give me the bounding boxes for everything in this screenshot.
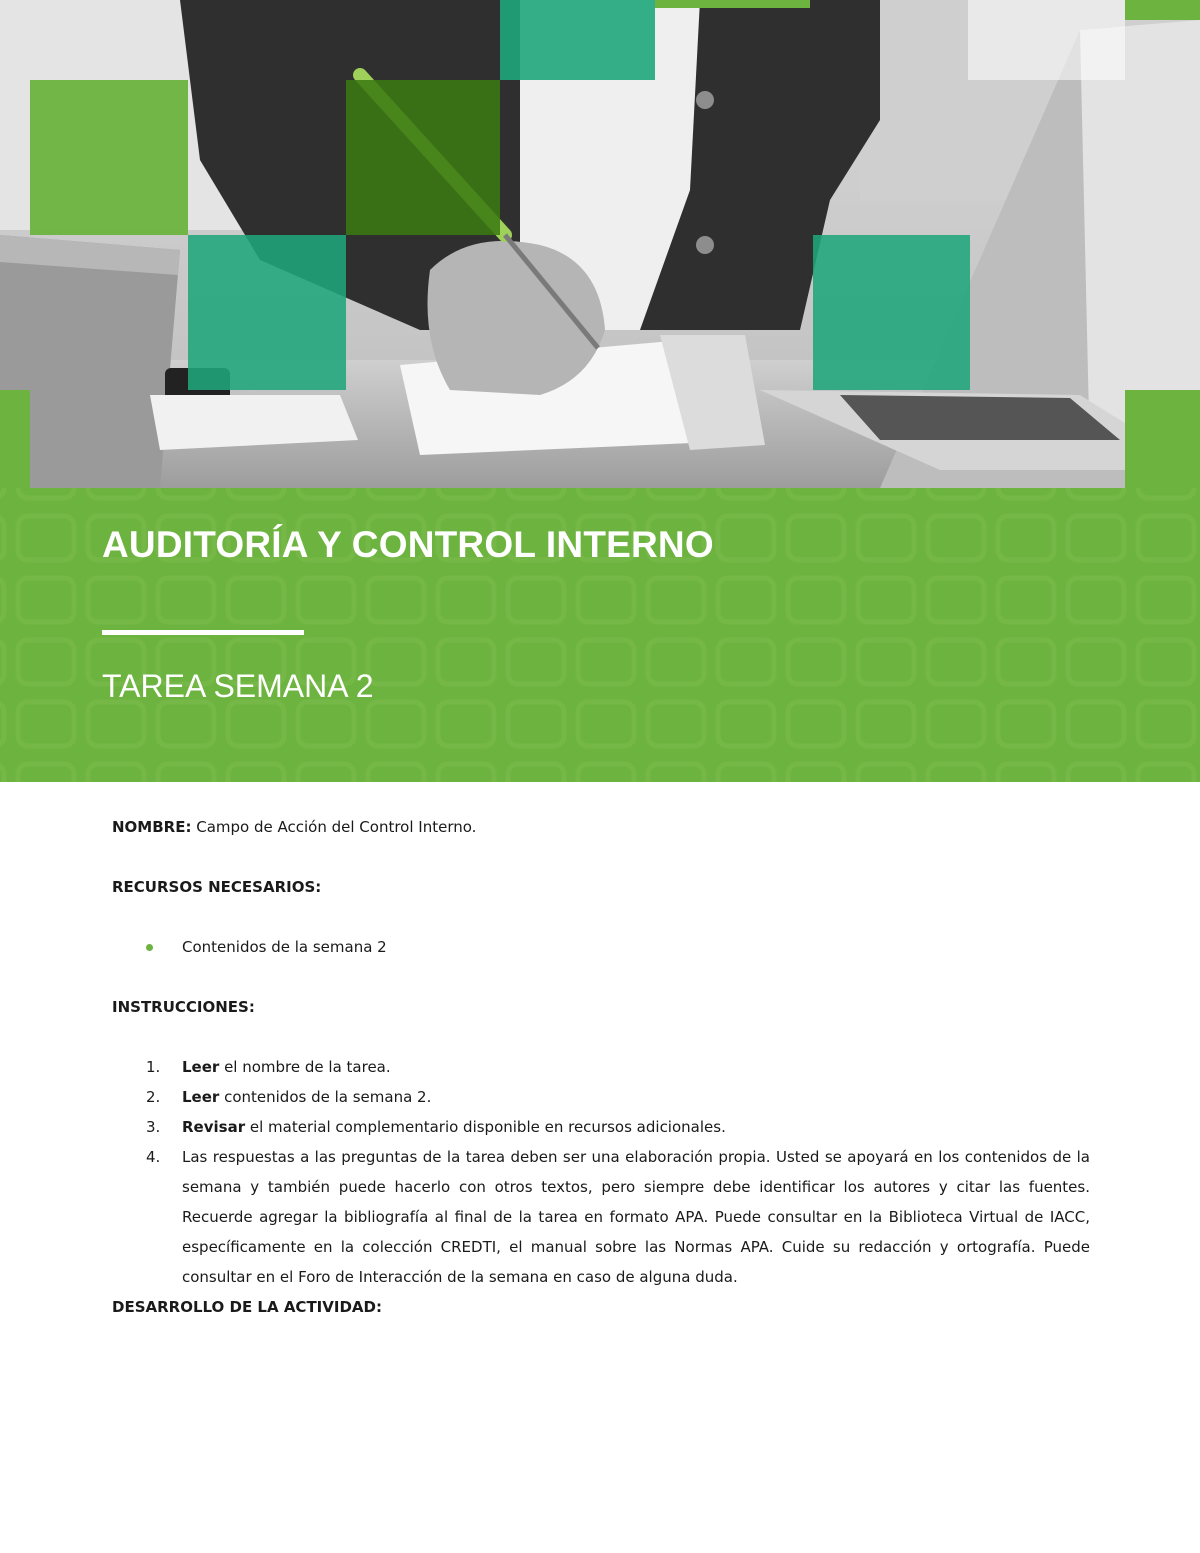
course-title: AUDITORÍA Y CONTROL INTERNO [102,524,714,565]
name-label: NOMBRE: [112,818,192,836]
development-heading: DESARROLLO DE LA ACTIVIDAD: [112,1298,382,1316]
step-verb: Revisar [182,1118,246,1136]
title-banner [0,488,1200,782]
step-number: 1. [146,1058,161,1076]
student-writing-notebook-photo [0,0,1200,488]
assignment-content [112,812,1090,1322]
name-value: Campo de Acción del Control Interno. [191,818,477,836]
instructions-list [112,1052,1090,1292]
resources-list [112,932,1090,962]
step-number: 4. [146,1148,161,1166]
step-text: el material complementario disponible en recursos adicionales. [245,1118,726,1136]
step-text: Las respuestas a las preguntas de la tarea deben ser una elaboración propia. Usted se apoyará en los contenidos de la semana y también puede hacerlo con otros textos, pero siempre debe identificar los autores y citar las fuentes. Recuerde agregar la bibliografía al final de la tarea en formato APA. Puede consultar en la Biblioteca Virtual de IACC, específicamente en la colección CREDTI, el manual sobre las Normas APA. Cuide su redacción y ortografía. Puede consultar en el Foro de Interacción de la semana en caso de alguna duda. [182,1148,1090,1286]
instruction-step [146,1052,1090,1082]
step-verb: Leer [182,1058,220,1076]
hero-photo [0,0,1200,488]
step-verb: Leer [182,1088,220,1106]
instructions-heading: INSTRUCCIONES: [112,998,255,1016]
instruction-step [146,1082,1090,1112]
instruction-step [146,1142,1090,1292]
task-title: TAREA SEMANA 2 [102,668,374,704]
list-item: Contenidos de la semana 2 [182,932,1090,962]
title-divider [102,630,304,635]
step-text: contenidos de la semana 2. [219,1088,432,1106]
step-number: 3. [146,1118,161,1136]
instruction-step [146,1112,1090,1142]
name-row [112,812,1090,842]
step-text: el nombre de la tarea. [219,1058,391,1076]
step-number: 2. [146,1088,161,1106]
resources-heading: RECURSOS NECESARIOS: [112,878,322,896]
